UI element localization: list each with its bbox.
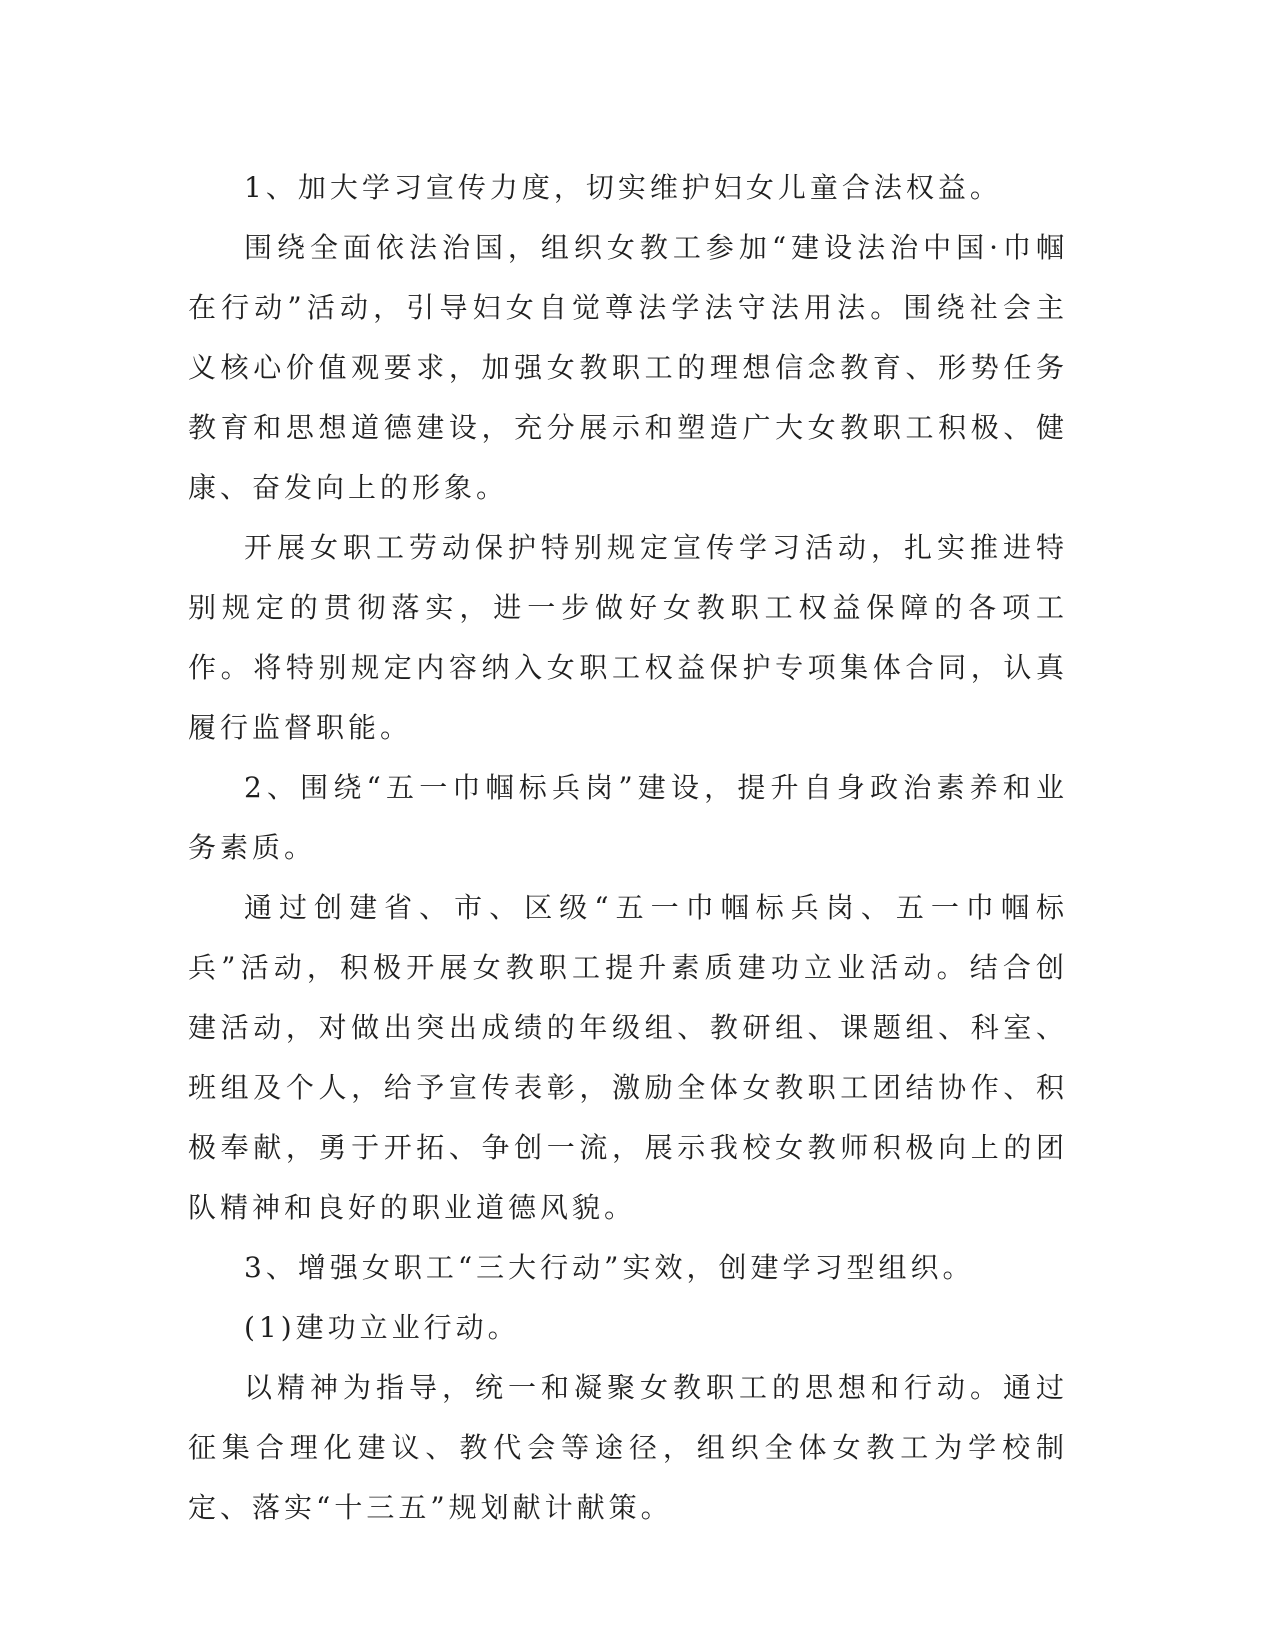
paragraph-law-campaign: 围绕全面依法治国，组织女教工参加“建设法治中国·巾帼在行动”活动，引导妇女自觉尊法学法守法用法。围绕社会主义核心价值观要求，加强女教职工的理想信念教育、形势任务教育和思想道德建设，充分展示和塑造广大女教职工积极、健康、奋发向上的形象。 <box>188 231 1068 504</box>
paragraph-model-post: 通过创建省、市、区级“五一巾帼标兵岗、五一巾帼标兵”活动，积极开展女教职工提升素质建功立业活动。结合创建活动，对做出突出成绩的年级组、教研组、课题组、科室、班组及个人，给予宣传表彰，激励全体女教职工团结协作、积极奉献，勇于开拓、争创一流，展示我校女教师积极向上的团队精神和良好的职业道德风貌。 <box>188 891 1068 1224</box>
section-heading-2: 2、围绕“五一巾帼标兵岗”建设，提升自身政治素养和业务素质。 <box>188 771 1068 864</box>
paragraph-labor-protection: 开展女职工劳动保护特别规定宣传学习活动，扎实推进特别规定的贯彻落实，进一步做好女教职工权益保障的各项工作。将特别规定内容纳入女职工权益保护专项集体合同，认真履行监督职能。 <box>188 531 1068 744</box>
paragraph-planning: 以精神为指导，统一和凝聚女教职工的思想和行动。通过征集合理化建议、教代会等途径，组织全体女教工为学校制定、落实“十三五”规划献计献策。 <box>188 1371 1068 1524</box>
subsection-heading-1: (1)建功立业行动。 <box>244 1311 520 1344</box>
section-heading-3: 3、增强女职工“三大行动”实效，创建学习型组织。 <box>244 1251 975 1284</box>
document-body <box>188 158 1068 1538</box>
section-heading-1: 1、加大学习宣传力度，切实维护妇女儿童合法权益。 <box>244 171 1002 204</box>
